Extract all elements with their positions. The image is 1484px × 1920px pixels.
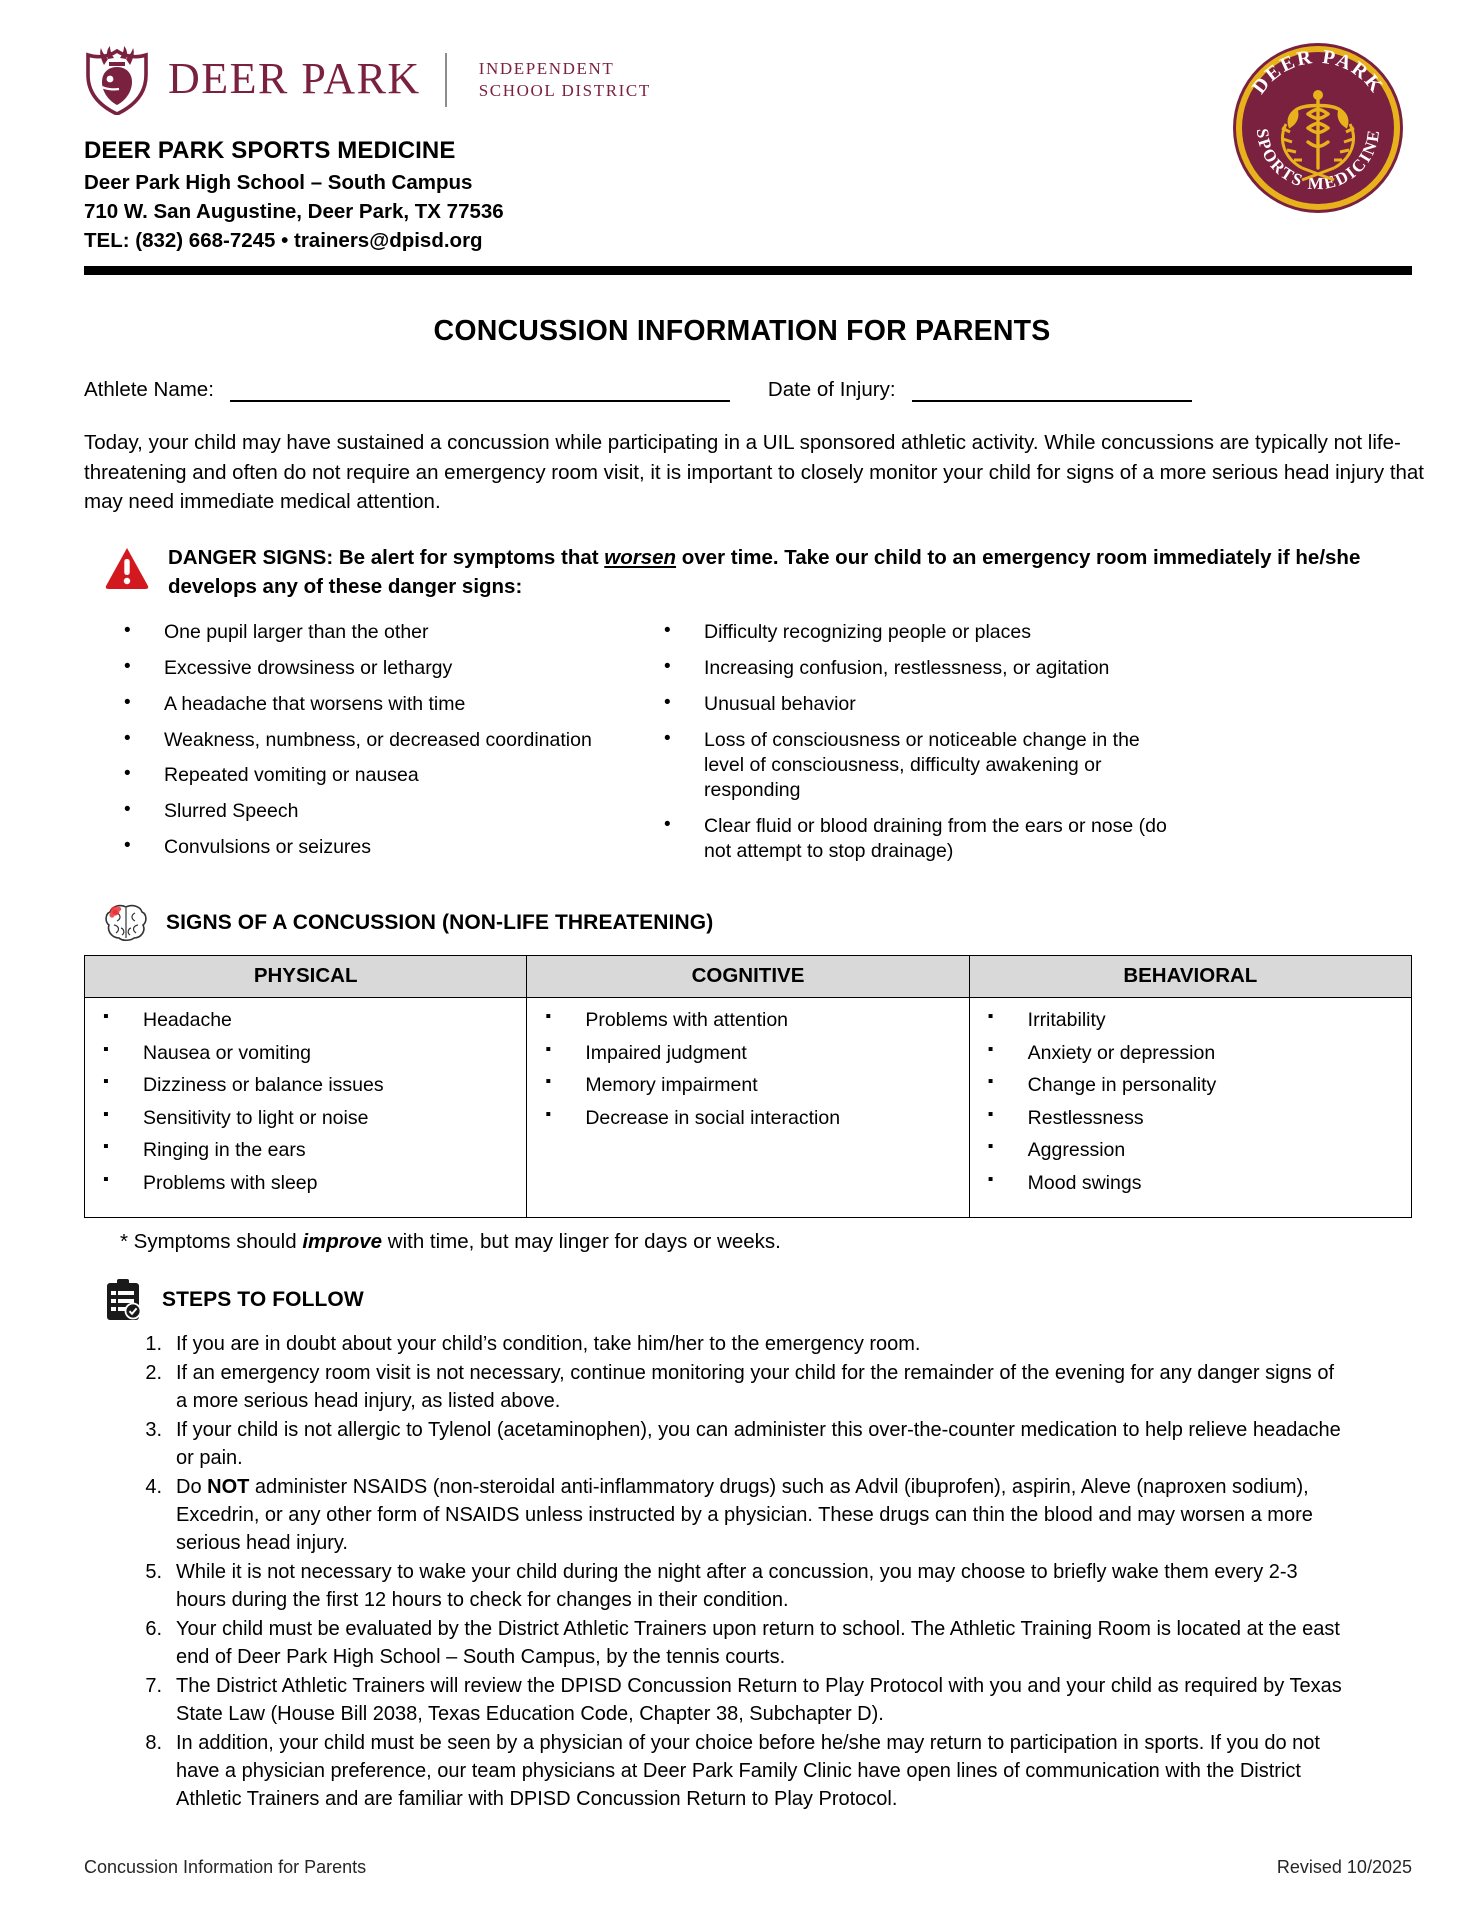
list-item: • Excessive drowsiness or lethargy — [110, 656, 650, 681]
danger-signs-right-list — [650, 620, 1170, 875]
list-item: • Unusual behavior — [650, 692, 1170, 717]
list-item: ▪ Problems with sleep — [85, 1171, 526, 1196]
list-item: • One pupil larger than the other — [110, 620, 650, 645]
list-item: Do NOT administer NSAIDS (non-steroidal anti-inflammatory drugs) such as Advil (ibuprofen), aspirin, Aleve (naproxen sodium), Excedrin, or any other form of NSAIDS unless instructed by a physician. These drugs can thin the blood and may worsen a more serious head injury. — [176, 1475, 1313, 1554]
column-header-physical: PHYSICAL — [85, 956, 527, 998]
list-item: • Weakness, numbness, or decreased coordination — [110, 728, 650, 753]
athlete-name-label: Athlete Name: — [84, 378, 214, 401]
footnote-emphasis: improve — [302, 1229, 383, 1253]
cell-behavioral-symptoms — [969, 998, 1411, 1218]
list-item: If you are in doubt about your child’s condition, take him/her to the emergency room. — [176, 1332, 921, 1355]
organization-campus: Deer Park High School – South Campus — [84, 171, 473, 195]
footnote-post: with time, but may linger for days or weeks. — [382, 1229, 781, 1253]
list-item: The District Athletic Trainers will review the DPISD Concussion Return to Play Protocol with you and your child as required by Texas State Law (House Bill 2038, Texas Education Code, Chapter 38, Subchapter D). — [176, 1674, 1342, 1725]
list-item: ▪ Ringing in the ears — [85, 1138, 526, 1163]
symptoms-footnote — [120, 1230, 1484, 1254]
cell-physical-symptoms — [85, 998, 527, 1218]
intro-paragraph: Today, your child may have sustained a concussion while participating in a UIL sponsored athletic activity. While concussions are typically not life-threatening and often do not require an emergency room visit, it is important to closely monitor your child for signs of a more serious head injury that may need immediate medical attention. — [84, 431, 1425, 514]
page-title: CONCUSSION INFORMATION FOR PARENTS — [433, 315, 1051, 347]
footer-document-name: Concussion Information for Parents — [84, 1857, 367, 1877]
sports-medicine-seal-logo — [1230, 40, 1406, 216]
column-header-cognitive: COGNITIVE — [527, 956, 969, 998]
list-item: ▪ Restlessness — [970, 1106, 1411, 1131]
district-subtitle — [479, 58, 651, 103]
signs-section-heading: SIGNS OF A CONCUSSION (NON-LIFE THREATENING) — [166, 911, 714, 935]
svg-text:SPORTS MEDICINE: SPORTS MEDICINE — [1252, 127, 1384, 194]
list-item: • Loss of consciousness or noticeable change in the level of consciousness, difficulty awakening or responding — [650, 728, 1170, 804]
signs-section-heading-row — [104, 903, 1484, 943]
danger-heading-post: over time. Take our child to an emergency room immediately if he/she develops any of these danger signs: — [168, 545, 1361, 599]
danger-signs-left-list — [110, 620, 650, 875]
list-item: If an emergency room visit is not necessary, continue monitoring your child for the remainder of the evening for any danger signs of a more serious head injury, as listed above. — [176, 1361, 1335, 1412]
list-item: • Slurred Speech — [110, 799, 650, 824]
cell-cognitive-symptoms — [527, 998, 969, 1218]
clipboard-checklist-icon — [104, 1278, 142, 1322]
emphasis-not: NOT — [207, 1475, 250, 1498]
organization-street-address: 710 W. San Augustine, Deer Park, TX 77536 — [84, 200, 504, 224]
danger-heading-pre: DANGER SIGNS: Be alert for symptoms that — [168, 545, 605, 569]
list-item: ▪ Aggression — [970, 1138, 1411, 1163]
cognitive-symptom-list — [527, 1008, 968, 1130]
header-divider-bar — [84, 266, 1412, 275]
table-header-row — [85, 956, 1412, 998]
physical-symptom-list — [85, 1008, 526, 1195]
list-item: ▪ Change in personality — [970, 1073, 1411, 1098]
list-item: • Convulsions or seizures — [110, 835, 650, 860]
steps-to-follow-list — [0, 1330, 1412, 1813]
letterhead — [0, 0, 1484, 253]
warning-triangle-icon — [104, 545, 150, 591]
page-footer — [84, 1857, 1412, 1878]
date-of-injury-label: Date of Injury: — [767, 378, 896, 401]
column-header-behavioral: BEHAVIORAL — [969, 956, 1411, 998]
district-wordmark: DEER PARK — [168, 53, 421, 103]
wordmark-divider — [445, 53, 447, 107]
list-item: ▪ Anxiety or depression — [970, 1041, 1411, 1066]
danger-signs-lists — [110, 620, 1424, 875]
list-item: ▪ Decrease in social interaction — [527, 1106, 968, 1131]
list-item: ▪ Dizziness or balance issues — [85, 1073, 526, 1098]
list-item: ▪ Sensitivity to light or noise — [85, 1106, 526, 1131]
steps-section-heading: STEPS TO FOLLOW — [162, 1287, 364, 1311]
district-subtitle-line2: SCHOOL DISTRICT — [478, 81, 651, 100]
behavioral-symptom-list — [970, 1008, 1411, 1195]
list-item: ▪ Memory impairment — [527, 1073, 968, 1098]
district-subtitle-line1: INDEPENDENT — [478, 58, 615, 78]
form-fields-row — [84, 378, 1412, 402]
district-logo-row — [84, 44, 1412, 116]
list-item: ▪ Problems with attention — [527, 1008, 968, 1033]
list-item: • A headache that worsens with time — [110, 692, 650, 717]
list-item: If your child is not allergic to Tylenol (acetaminophen), you can administer this over-the-counter medication to help relieve headache or pain. — [176, 1418, 1341, 1469]
date-of-injury-input[interactable] — [912, 380, 1192, 402]
danger-signs-heading — [168, 543, 1404, 602]
list-item: ▪ Nausea or vomiting — [85, 1041, 526, 1066]
list-item: ▪ Headache — [85, 1008, 526, 1033]
footnote-pre: * Symptoms should — [120, 1229, 303, 1253]
list-item: • Difficulty recognizing people or places — [650, 620, 1170, 645]
organization-contact: TEL: (832) 668-7245 • trainers@dpisd.org — [84, 229, 483, 253]
concussion-symptoms-table — [84, 955, 1412, 1218]
danger-signs-callout — [104, 543, 1404, 602]
svg-text:DEER PARK: DEER PARK — [1247, 45, 1389, 99]
steps-section-heading-row — [104, 1278, 1484, 1322]
footer-revision-date: Revised 10/2025 — [1276, 1857, 1412, 1877]
list-item: • Clear fluid or blood draining from the ears or nose (do not attempt to stop drainage) — [650, 814, 1170, 865]
danger-heading-emphasis: worsen — [604, 545, 677, 569]
list-item: Your child must be evaluated by the District Athletic Trainers upon return to school. The Athletic Training Room is located at the east end of Deer Park High School – South Campus, by the tennis courts. — [176, 1617, 1340, 1668]
list-item: ▪ Irritability — [970, 1008, 1411, 1033]
organization-title: DEER PARK SPORTS MEDICINE — [84, 137, 456, 164]
list-item: While it is not necessary to wake your child during the night after a concussion, you may choose to briefly wake them every 2-3 hours during the first 12 hours to check for changes in their condition. — [176, 1560, 1298, 1611]
list-item: ▪ Impaired judgment — [527, 1041, 968, 1066]
list-item: ▪ Mood swings — [970, 1171, 1411, 1196]
organization-address-block — [84, 134, 1412, 255]
table-row — [85, 998, 1412, 1218]
list-item: In addition, your child must be seen by a physician of your choice before he/she may return to participation in sports. If you do not have a physician preference, our team physicians at Deer Park Family Clinic have open lines of communication with the District Athletic Trainers and are familiar with DPISD Concussion Return to Play Protocol. — [176, 1731, 1320, 1810]
list-item: • Repeated vomiting or nausea — [110, 763, 650, 788]
brain-icon — [104, 903, 148, 943]
athlete-name-input[interactable] — [230, 380, 730, 402]
deer-head-logo-icon — [84, 45, 150, 115]
list-item: • Increasing confusion, restlessness, or agitation — [650, 656, 1170, 681]
